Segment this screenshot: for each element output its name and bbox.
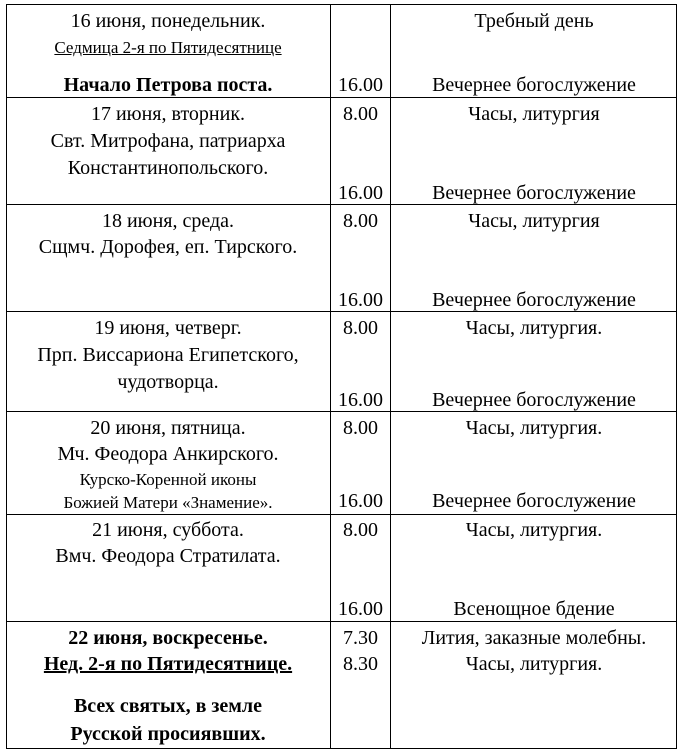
feast-title: Русской просиявших. [70, 723, 266, 745]
day-title: 19 июня, четверг. [94, 317, 242, 339]
day-title: 22 июня, воскресенье. [68, 627, 268, 649]
service-name: Вечернее богослужение [432, 182, 636, 204]
table-border-bottom [6, 748, 677, 749]
day-title: 21 июня, суббота. [92, 519, 244, 541]
fast-note: Начало Петрова поста. [63, 74, 273, 96]
saint-line: Сщмч. Дорофея, еп. Тирского. [38, 236, 298, 258]
service-time: 8.00 [343, 417, 378, 439]
week-note: Нед. 2-я по Пятидесятнице. [43, 653, 293, 675]
service-time: 8.00 [343, 317, 378, 339]
row-divider [6, 97, 677, 98]
service-name: Часы, литургия. [465, 519, 603, 541]
service-name: Вечернее богослужение [432, 289, 636, 311]
service-name: Лития, заказные молебны. [421, 627, 647, 649]
saint-line: чудотворца. [117, 371, 219, 393]
week-note: Седмица 2-я по Пятидесятнице [54, 38, 282, 57]
icon-feast-line: Курско-Коренной иконы [79, 470, 257, 489]
service-time: 8.00 [343, 103, 378, 125]
service-time: 16.00 [338, 598, 383, 620]
day-title: 18 июня, среда. [101, 210, 235, 232]
day-title: 20 июня, пятница. [90, 417, 246, 439]
service-time: 8.00 [343, 519, 378, 541]
service-name: Вечернее богослужение [432, 490, 636, 512]
service-time: 16.00 [338, 490, 383, 512]
row-divider [6, 621, 677, 622]
service-name: Часы, литургия. [465, 317, 603, 339]
service-name: Требный день [474, 10, 594, 32]
saint-line: Прп. Виссариона Египетского, [37, 344, 299, 366]
service-time: 16.00 [338, 389, 383, 411]
service-name: Вечернее богослужение [432, 389, 636, 411]
table-border-top [6, 4, 677, 5]
icon-feast-line: Божией Матери «Знамение». [63, 493, 273, 512]
service-time: 16.00 [338, 74, 383, 96]
service-time: 8.00 [343, 210, 378, 232]
service-time: 16.00 [338, 289, 383, 311]
day-title: 16 июня, понедельник. [70, 10, 266, 32]
service-name: Часы, литургия. [465, 653, 603, 675]
saint-line: Вмч. Феодора Стратилата. [55, 545, 281, 567]
service-time: 8.30 [343, 653, 378, 675]
service-name: Часы, литургия. [465, 417, 603, 439]
schedule-table [6, 4, 677, 749]
day-title: 17 июня, вторник. [90, 103, 246, 125]
service-name: Всенощное бдение [453, 598, 615, 620]
feast-title: Всех святых, в земле [73, 695, 263, 717]
saint-line: Свт. Митрофана, патриарха [50, 130, 286, 152]
service-time: 16.00 [338, 182, 383, 204]
service-time: 7.30 [343, 627, 378, 649]
service-name: Часы, литургия [468, 103, 600, 125]
service-name: Часы, литургия [468, 210, 600, 232]
saint-line: Константинопольского. [67, 157, 269, 179]
saint-line: Мч. Феодора Анкирского. [57, 443, 279, 465]
service-name: Вечернее богослужение [432, 74, 636, 96]
